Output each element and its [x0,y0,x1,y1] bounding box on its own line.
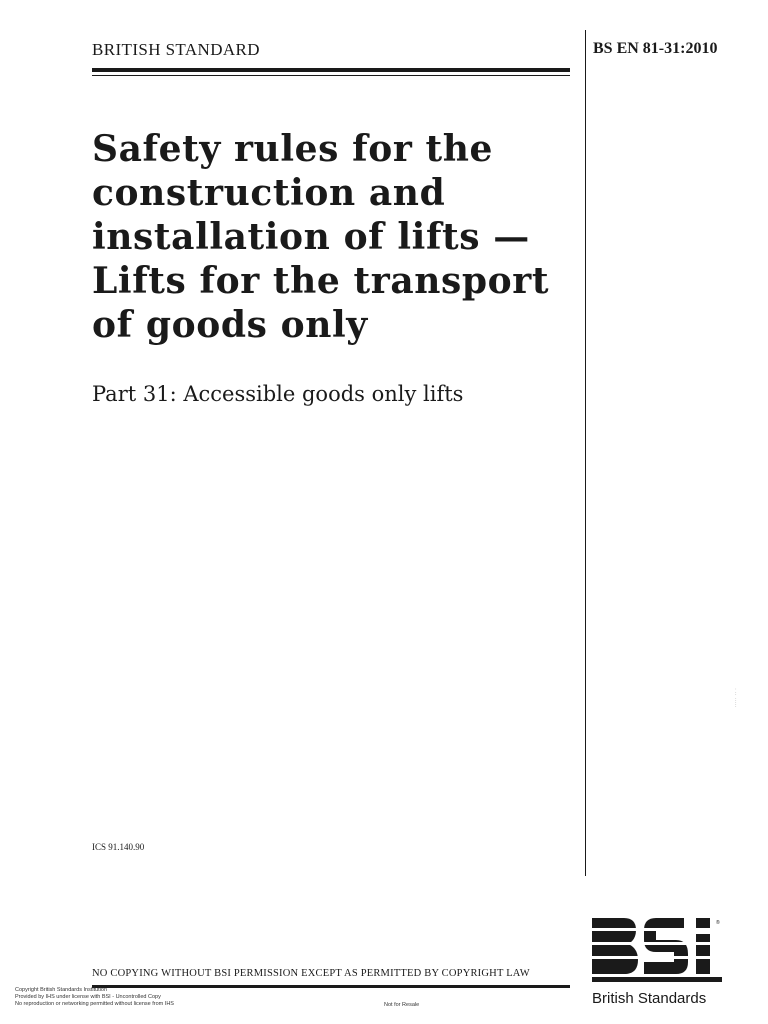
copyright-notice: NO COPYING WITHOUT BSI PERMISSION EXCEPT AS PERMITTED BY COPYRIGHT LAW [92,968,530,979]
title-line-3: installation of lifts — [92,216,530,258]
faint-side-mark: · ·· ····· [732,688,738,708]
title-line-1: Safety rules for the [92,128,494,170]
title-line-5: of goods only [92,304,368,346]
ics-code: ICS 91.140.90 [92,842,145,852]
bsi-wordmark: British Standards [592,990,707,1007]
bsi-logo [590,914,730,1007]
vertical-divider [585,30,586,876]
document-title [92,127,572,347]
title-line-4: Lifts for the transport [92,260,550,302]
footer-line-1: Copyright British Standards Institution [15,987,108,993]
not-for-resale: Not for Resale [384,1002,420,1008]
header-rule-thin [92,75,570,76]
standard-number: BS EN 81-31:2010 [593,40,718,57]
footer-line-2: Provided by IHS under license with BSI - Uncontrolled Copy [15,994,161,1000]
document-type-label: BRITISH STANDARD [92,40,260,59]
footer-rule [92,985,570,988]
footer-line-3: No reproduction or networking permitted without license from IHS [15,1001,174,1007]
title-line-2: construction and [92,172,446,214]
header-rule-thick [92,68,570,72]
svg-text:®: ® [716,920,720,926]
document-subtitle: Part 31: Accessible goods only lifts [92,382,464,406]
bsi-logo-mark [590,914,730,984]
